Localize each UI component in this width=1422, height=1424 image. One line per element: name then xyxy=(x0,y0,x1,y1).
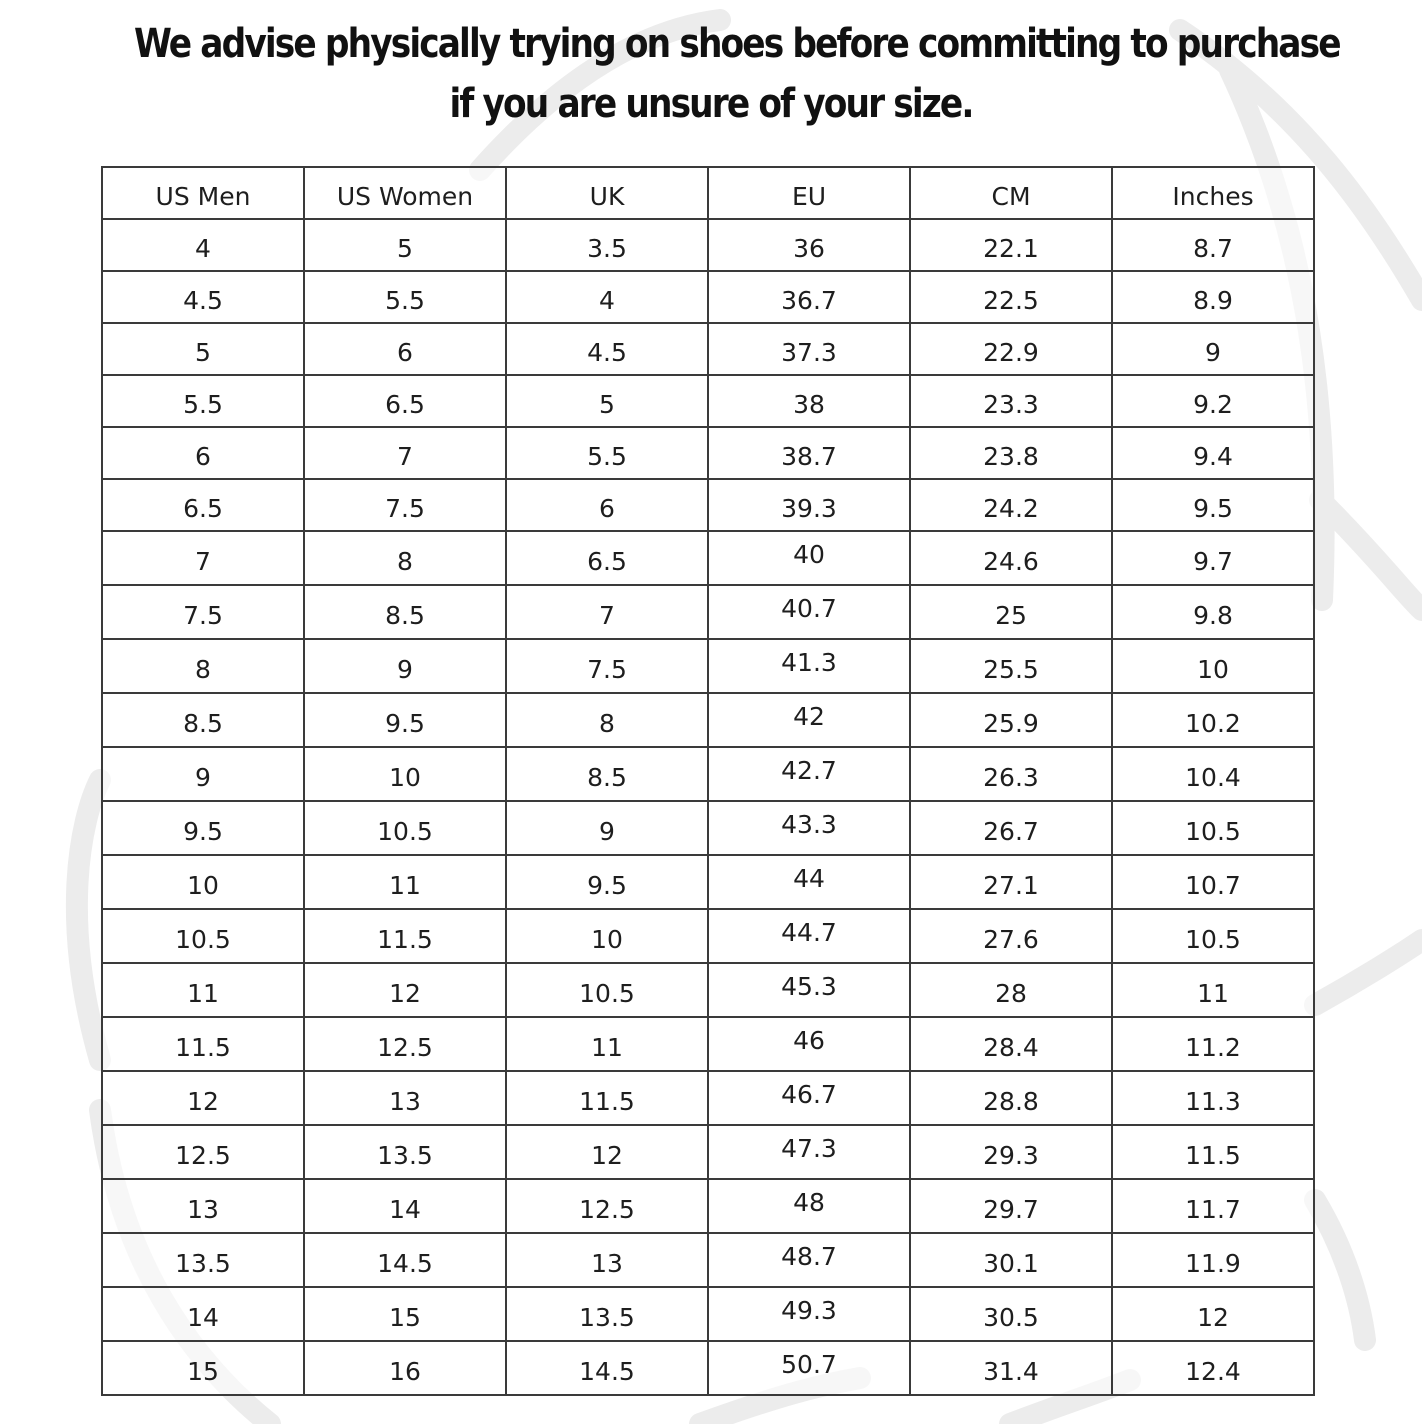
cell-uk: 10.5 xyxy=(506,963,708,1017)
cell-us-women: 12 xyxy=(304,963,506,1017)
header-row xyxy=(102,167,1314,219)
cell-eu: 46 xyxy=(708,1017,910,1071)
cell-uk: 14.5 xyxy=(506,1341,708,1395)
cell-us-men: 11 xyxy=(102,963,304,1017)
cell-cm: 26.3 xyxy=(910,747,1112,801)
cell-us-men: 6 xyxy=(102,427,304,479)
cell-cm: 23.8 xyxy=(910,427,1112,479)
cell-inches: 11.2 xyxy=(1112,1017,1314,1071)
cell-us-men: 14 xyxy=(102,1287,304,1341)
cell-cm: 30.1 xyxy=(910,1233,1112,1287)
table-row xyxy=(102,323,1314,375)
table-row xyxy=(102,639,1314,693)
cell-us-men: 4 xyxy=(102,219,304,271)
cell-cm: 29.7 xyxy=(910,1179,1112,1233)
table-row xyxy=(102,375,1314,427)
cell-cm: 27.6 xyxy=(910,909,1112,963)
cell-eu: 44 xyxy=(708,855,910,909)
cell-uk: 11 xyxy=(506,1017,708,1071)
table-row xyxy=(102,1179,1314,1233)
column-header-uk: UK xyxy=(506,167,708,219)
cell-us-men: 7 xyxy=(102,531,304,585)
cell-us-women: 14 xyxy=(304,1179,506,1233)
cell-cm: 26.7 xyxy=(910,801,1112,855)
table-row xyxy=(102,427,1314,479)
cell-us-women: 15 xyxy=(304,1287,506,1341)
cell-uk: 8 xyxy=(506,693,708,747)
cell-us-men: 10.5 xyxy=(102,909,304,963)
cell-us-men: 12.5 xyxy=(102,1125,304,1179)
size-conversion-table xyxy=(101,166,1315,1396)
table-row xyxy=(102,479,1314,531)
table-row xyxy=(102,1071,1314,1125)
cell-uk: 6.5 xyxy=(506,531,708,585)
cell-cm: 25.9 xyxy=(910,693,1112,747)
headline xyxy=(40,14,1382,134)
cell-cm: 31.4 xyxy=(910,1341,1112,1395)
cell-eu: 41.3 xyxy=(708,639,910,693)
cell-uk: 7 xyxy=(506,585,708,639)
cell-us-men: 5.5 xyxy=(102,375,304,427)
cell-uk: 7.5 xyxy=(506,639,708,693)
table-row xyxy=(102,693,1314,747)
cell-us-men: 15 xyxy=(102,1341,304,1395)
cell-us-men: 13.5 xyxy=(102,1233,304,1287)
cell-inches: 10.4 xyxy=(1112,747,1314,801)
cell-us-men: 4.5 xyxy=(102,271,304,323)
cell-us-women: 13 xyxy=(304,1071,506,1125)
cell-cm: 28 xyxy=(910,963,1112,1017)
cell-us-men: 9 xyxy=(102,747,304,801)
cell-us-men: 5 xyxy=(102,323,304,375)
cell-uk: 5 xyxy=(506,375,708,427)
cell-inches: 9.5 xyxy=(1112,479,1314,531)
cell-us-men: 11.5 xyxy=(102,1017,304,1071)
cell-inches: 11.5 xyxy=(1112,1125,1314,1179)
column-header-us-men: US Men xyxy=(102,167,304,219)
cell-eu: 40 xyxy=(708,531,910,585)
cell-uk: 4.5 xyxy=(506,323,708,375)
cell-uk: 3.5 xyxy=(506,219,708,271)
table-row xyxy=(102,801,1314,855)
table-row xyxy=(102,963,1314,1017)
cell-us-women: 16 xyxy=(304,1341,506,1395)
cell-us-women: 5.5 xyxy=(304,271,506,323)
cell-us-men: 6.5 xyxy=(102,479,304,531)
cell-eu: 48.7 xyxy=(708,1233,910,1287)
cell-us-women: 6.5 xyxy=(304,375,506,427)
cell-inches: 11.9 xyxy=(1112,1233,1314,1287)
cell-us-men: 8 xyxy=(102,639,304,693)
cell-eu: 43.3 xyxy=(708,801,910,855)
cell-us-men: 12 xyxy=(102,1071,304,1125)
cell-cm: 24.2 xyxy=(910,479,1112,531)
cell-cm: 22.5 xyxy=(910,271,1112,323)
cell-eu: 39.3 xyxy=(708,479,910,531)
table-row xyxy=(102,219,1314,271)
cell-uk: 13 xyxy=(506,1233,708,1287)
cell-us-women: 7.5 xyxy=(304,479,506,531)
cell-us-men: 13 xyxy=(102,1179,304,1233)
cell-eu: 45.3 xyxy=(708,963,910,1017)
cell-eu: 50.7 xyxy=(708,1341,910,1395)
cell-uk: 6 xyxy=(506,479,708,531)
table-row xyxy=(102,531,1314,585)
cell-us-women: 13.5 xyxy=(304,1125,506,1179)
cell-cm: 27.1 xyxy=(910,855,1112,909)
cell-inches: 9.8 xyxy=(1112,585,1314,639)
cell-eu: 47.3 xyxy=(708,1125,910,1179)
cell-inches: 11 xyxy=(1112,963,1314,1017)
column-header-cm: CM xyxy=(910,167,1112,219)
cell-us-women: 9 xyxy=(304,639,506,693)
table-row xyxy=(102,1233,1314,1287)
cell-eu: 36 xyxy=(708,219,910,271)
cell-cm: 28.8 xyxy=(910,1071,1112,1125)
cell-uk: 5.5 xyxy=(506,427,708,479)
cell-cm: 25 xyxy=(910,585,1112,639)
table-row xyxy=(102,1287,1314,1341)
cell-uk: 4 xyxy=(506,271,708,323)
cell-inches: 9 xyxy=(1112,323,1314,375)
headline-line-2: if you are unsure of your size. xyxy=(449,81,973,127)
cell-inches: 9.7 xyxy=(1112,531,1314,585)
cell-us-women: 10 xyxy=(304,747,506,801)
cell-cm: 30.5 xyxy=(910,1287,1112,1341)
cell-us-women: 5 xyxy=(304,219,506,271)
cell-eu: 42.7 xyxy=(708,747,910,801)
cell-us-women: 12.5 xyxy=(304,1017,506,1071)
cell-inches: 8.9 xyxy=(1112,271,1314,323)
table-row xyxy=(102,271,1314,323)
cell-us-women: 6 xyxy=(304,323,506,375)
table-row xyxy=(102,585,1314,639)
cell-cm: 22.1 xyxy=(910,219,1112,271)
cell-inches: 9.4 xyxy=(1112,427,1314,479)
cell-us-women: 7 xyxy=(304,427,506,479)
cell-uk: 11.5 xyxy=(506,1071,708,1125)
cell-eu: 36.7 xyxy=(708,271,910,323)
cell-inches: 11.7 xyxy=(1112,1179,1314,1233)
cell-inches: 10.5 xyxy=(1112,909,1314,963)
table-header xyxy=(102,167,1314,219)
cell-us-men: 9.5 xyxy=(102,801,304,855)
cell-eu: 42 xyxy=(708,693,910,747)
cell-uk: 12.5 xyxy=(506,1179,708,1233)
cell-inches: 12 xyxy=(1112,1287,1314,1341)
cell-us-women: 8 xyxy=(304,531,506,585)
cell-inches: 12.4 xyxy=(1112,1341,1314,1395)
headline-line-1: We advise physically trying on shoes before committing to purchase xyxy=(133,21,1340,67)
cell-uk: 9.5 xyxy=(506,855,708,909)
cell-us-women: 8.5 xyxy=(304,585,506,639)
cell-us-women: 9.5 xyxy=(304,693,506,747)
column-header-eu: EU xyxy=(708,167,910,219)
cell-cm: 29.3 xyxy=(910,1125,1112,1179)
cell-eu: 44.7 xyxy=(708,909,910,963)
table-body xyxy=(102,219,1314,1395)
table-row xyxy=(102,1125,1314,1179)
cell-cm: 24.6 xyxy=(910,531,1112,585)
cell-inches: 11.3 xyxy=(1112,1071,1314,1125)
cell-cm: 28.4 xyxy=(910,1017,1112,1071)
cell-eu: 38.7 xyxy=(708,427,910,479)
table-row xyxy=(102,855,1314,909)
cell-eu: 48 xyxy=(708,1179,910,1233)
cell-cm: 22.9 xyxy=(910,323,1112,375)
cell-us-women: 11 xyxy=(304,855,506,909)
cell-us-women: 14.5 xyxy=(304,1233,506,1287)
table-row xyxy=(102,1341,1314,1395)
cell-eu: 46.7 xyxy=(708,1071,910,1125)
cell-us-women: 10.5 xyxy=(304,801,506,855)
cell-eu: 40.7 xyxy=(708,585,910,639)
cell-uk: 8.5 xyxy=(506,747,708,801)
cell-inches: 10.2 xyxy=(1112,693,1314,747)
cell-cm: 23.3 xyxy=(910,375,1112,427)
table-row xyxy=(102,1017,1314,1071)
cell-inches: 10.5 xyxy=(1112,801,1314,855)
table-row xyxy=(102,909,1314,963)
cell-inches: 10.7 xyxy=(1112,855,1314,909)
column-header-us-women: US Women xyxy=(304,167,506,219)
cell-uk: 9 xyxy=(506,801,708,855)
column-header-inches: Inches xyxy=(1112,167,1314,219)
table-row xyxy=(102,747,1314,801)
cell-us-men: 8.5 xyxy=(102,693,304,747)
cell-us-women: 11.5 xyxy=(304,909,506,963)
cell-uk: 10 xyxy=(506,909,708,963)
cell-inches: 9.2 xyxy=(1112,375,1314,427)
cell-eu: 38 xyxy=(708,375,910,427)
cell-eu: 37.3 xyxy=(708,323,910,375)
cell-inches: 10 xyxy=(1112,639,1314,693)
cell-cm: 25.5 xyxy=(910,639,1112,693)
cell-us-men: 7.5 xyxy=(102,585,304,639)
cell-us-men: 10 xyxy=(102,855,304,909)
cell-uk: 13.5 xyxy=(506,1287,708,1341)
cell-eu: 49.3 xyxy=(708,1287,910,1341)
cell-uk: 12 xyxy=(506,1125,708,1179)
cell-inches: 8.7 xyxy=(1112,219,1314,271)
